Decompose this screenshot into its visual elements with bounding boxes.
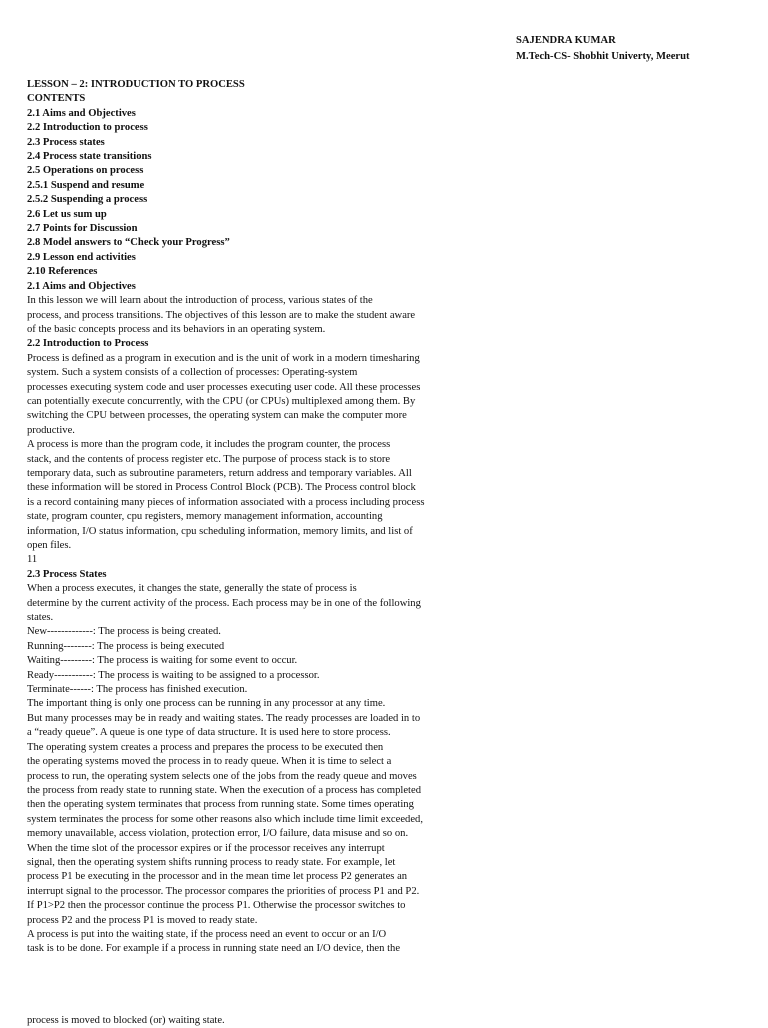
text-line: process, and process transitions. The objectives of this lesson are to make the student aware xyxy=(27,309,416,321)
heading-line: 2.1 Aims and Objectives xyxy=(27,107,136,119)
author-block xyxy=(516,33,690,65)
text-line: a “ready queue”. A queue is one type of data structure. It is used here to store process. xyxy=(27,727,391,739)
text-line: these information will be stored in Process Control Block (PCB). The Process control block xyxy=(27,482,416,494)
heading-line: 2.3 Process states xyxy=(27,136,105,148)
text-line: stack, and the contents of process register etc. The purpose of process stack is to store xyxy=(27,453,391,465)
text-line: The important thing is only one process can be running in any processor at any time. xyxy=(27,698,386,710)
text-line: Ready-----------: The process is waiting to be assigned to a processor. xyxy=(27,669,320,681)
heading-line: 2.4 Process state transitions xyxy=(27,151,152,163)
text-line: process to run, the operating system selects one of the jobs from the ready queue and moves xyxy=(27,770,417,782)
text-line: A process is put into the waiting state, if the process need an event to occur or an I/O xyxy=(27,928,387,940)
heading-line: CONTENTS xyxy=(27,93,86,105)
text-line: state, program counter, cpu registers, memory management information, accounting xyxy=(27,511,383,523)
author-name: SAJENDRA KUMAR xyxy=(516,35,616,46)
text-line: When a process executes, it changes the state, generally the state of process is xyxy=(27,583,357,595)
text-line: interrupt signal to the processor. The processor compares the priorities of process P1 and P2. xyxy=(27,885,420,897)
text-line: The operating system creates a process and prepares the process to be executed then xyxy=(27,741,384,753)
text-line: is a record containing many pieces of information associated with a process including process xyxy=(27,496,425,508)
heading-line: 2.6 Let us sum up xyxy=(27,208,107,220)
heading-line: LESSON – 2: INTRODUCTION TO PROCESS xyxy=(27,79,245,90)
heading-line: 2.8 Model answers to “Check your Progress” xyxy=(27,237,230,249)
text-line: But many processes may be in ready and waiting states. The ready processes are loaded in to xyxy=(27,712,421,724)
document-body xyxy=(27,78,527,957)
heading-line: 2.9 Lesson end activities xyxy=(27,251,136,263)
text-line: productive. xyxy=(27,424,75,436)
heading-line: 2.1 Aims and Objectives xyxy=(27,280,136,292)
text-line: process P1 be executing in the processor and in the mean time let process P2 generates an xyxy=(27,871,408,883)
text-line: When the time slot of the processor expires or if the processor receives any interrupt xyxy=(27,842,385,854)
text-line: In this lesson we will learn about the introduction of process, various states of the xyxy=(27,295,373,307)
text-line: New-------------: The process is being created. xyxy=(27,626,221,638)
text-line: signal, then the operating system shifts running process to ready state. For example, let xyxy=(27,856,396,868)
heading-line: 2.5 Operations on process xyxy=(27,165,144,177)
text-line: system. Such a system consists of a collection of processes: Operating-system xyxy=(27,367,358,379)
heading-line: 2.2 Introduction to process xyxy=(27,122,148,134)
text-line: system terminates the process for some other reasons also which include time limit exceeded, xyxy=(27,813,423,825)
heading-line: 2.5.1 Suspend and resume xyxy=(27,179,145,191)
text-line: can potentially execute concurrently, with the CPU (or CPUs) multiplexed among them. By xyxy=(27,395,416,407)
heading-line: 2.10 References xyxy=(27,266,98,278)
heading-line: 2.3 Process States xyxy=(27,568,107,580)
heading-line: 2.2 Introduction to Process xyxy=(27,338,149,350)
text-line: Waiting---------: The process is waiting for some event to occur. xyxy=(27,655,298,667)
heading-line: 2.5.2 Suspending a process xyxy=(27,194,148,206)
text-line: Terminate------: The process has finished execution. xyxy=(27,684,248,696)
text-line: switching the CPU between processes, the operating system can make the computer more xyxy=(27,410,407,422)
text-line: process P2 and the process P1 is moved to ready state. xyxy=(27,914,258,926)
text-line: the process from ready state to running state. When the execution of a process has completed xyxy=(27,784,421,796)
text-line: task is to be done. For example if a process in running state need an I/O device, then the xyxy=(27,943,401,955)
text-line: Running--------: The process is being executed xyxy=(27,640,225,652)
text-line: determine by the current activity of the process. Each process may be in one of the following xyxy=(27,597,421,609)
text-line: temporary data, such as subroutine parameters, return address and temporary variables. All xyxy=(27,467,412,479)
text-line: A process is more than the program code, it includes the program counter, the process xyxy=(27,439,391,451)
heading-line: 2.7 Points for Discussion xyxy=(27,223,138,235)
text-line: 11 xyxy=(27,554,38,566)
author-affiliation: M.Tech-CS- Shobhit Univerty, Meerut xyxy=(516,51,690,62)
text-line: memory unavailable, access violation, protection error, I/O failure, data misuse and so on. xyxy=(27,828,409,840)
text-line: If P1>P2 then the processor continue the process P1. Otherwise the processor switches to xyxy=(27,900,406,912)
text-line: then the operating system terminates that process from running state. Some times operating xyxy=(27,799,414,811)
text-line: Process is defined as a program in execution and is the unit of work in a modern timesharing xyxy=(27,352,420,364)
text-line: processes executing system code and user processes executing user code. All these processes xyxy=(27,381,421,393)
text-line: information, I/O status information, cpu scheduling information, memory limits, and list of xyxy=(27,525,413,537)
text-line: of the basic concepts process and its behaviors in an operating system. xyxy=(27,323,326,335)
page-bottom-line: process is moved to blocked (or) waiting state. xyxy=(27,1015,225,1026)
text-line: the operating systems moved the process in to ready queue. When it is time to select a xyxy=(27,756,392,768)
text-line: states. xyxy=(27,612,54,624)
text-line: open files. xyxy=(27,540,72,551)
